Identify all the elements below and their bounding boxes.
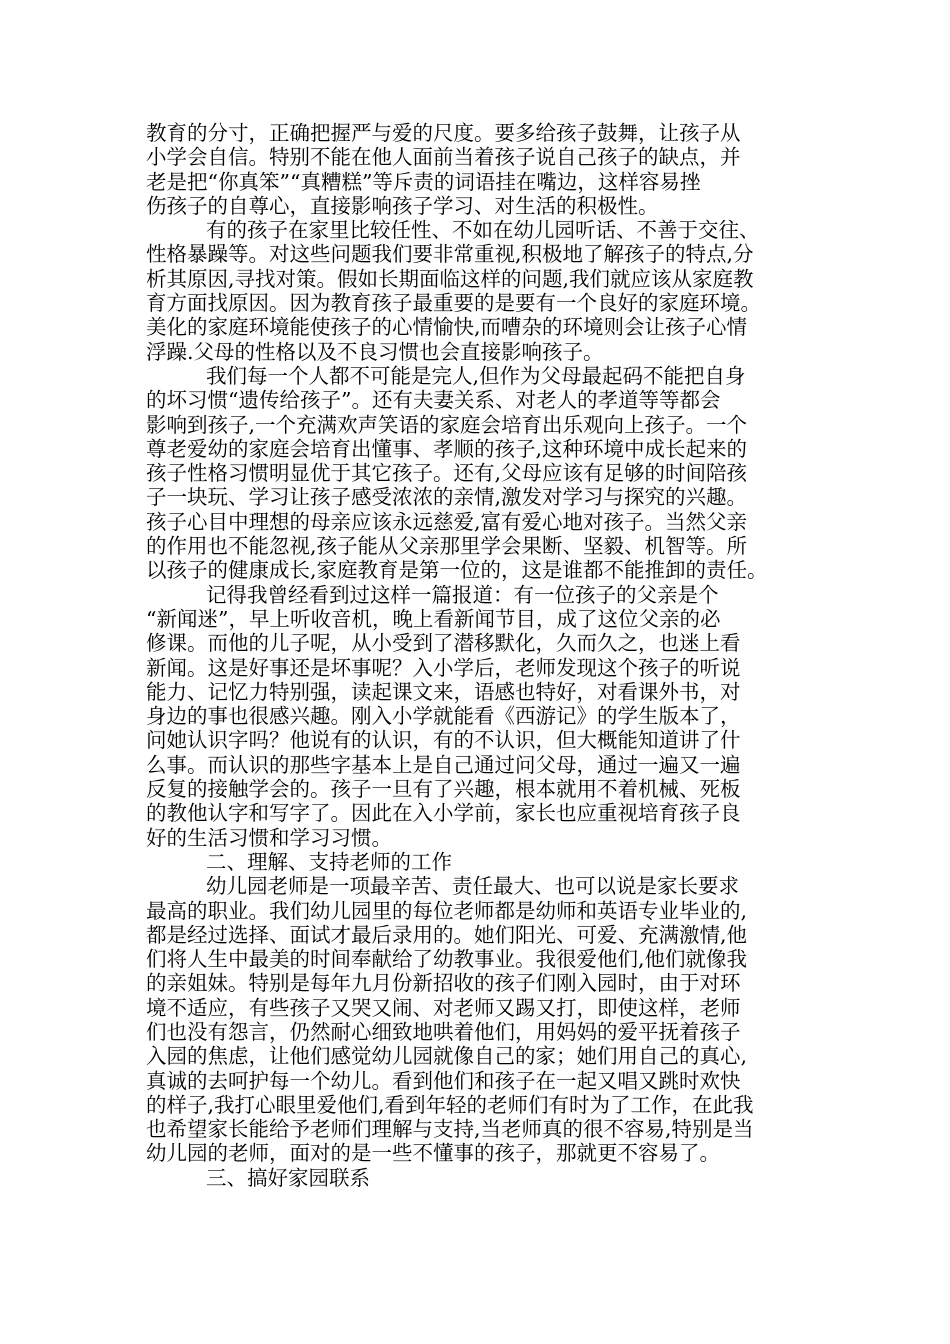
text-line: 修课。而他的儿子呢，从小受到了潜移默化，久而久之，也迷上看 (146, 631, 741, 656)
text-line: 好的生活习惯和学习习惯。 (146, 825, 392, 850)
paragraph-start-line: 记得我曾经看到过这样一篇报道：有一位孩子的父亲是个 (206, 582, 719, 607)
text-line: 孩子性格习惯明显优于其它孩子。还有,父母应该有足够的时间陪孩 (146, 461, 748, 486)
text-line: 境不适应，有些孩子又哭又闹、对老师又踢又打，即使这样，老师 (146, 995, 741, 1020)
paragraph-start-line: 幼儿园老师是一项最辛苦、责任最大、也可以说是家长要求 (206, 874, 739, 899)
text-line: 老是把“你真笨”“真糟糕”等斥责的词语挂在嘴边，这样容易挫 (146, 169, 701, 194)
text-line: 问她认识字吗？他说有的认识，有的不认识，但大概能知道讲了什 (146, 728, 741, 753)
text-line: 入园的焦虑，让他们感觉幼儿园就像自己的家；她们用自己的真心, (146, 1044, 748, 1069)
section-heading: 三、搞好家园联系 (206, 1165, 370, 1190)
text-line: 真诚的去呵护每一个幼儿。看到他们和孩子在一起又唱又跳时欢快 (146, 1068, 741, 1093)
text-line: 教育的分寸，正确把握严与爱的尺度。要多给孩子鼓舞，让孩子从 (146, 121, 741, 145)
text-line: 也希望家长能给予老师们理解与支持,当老师真的很不容易,特别是当 (146, 1117, 754, 1142)
text-line: 的亲姐妹。特别是每年九月份新招收的孩子们刚入园时，由于对环 (146, 971, 741, 996)
text-line: 的样子,我打心眼里爱他们,看到年轻的老师们有时为了工作，在此我 (146, 1092, 754, 1117)
text-line: 们将人生中最美的时间奉献给了幼教事业。我很爱他们,他们就像我 (146, 947, 748, 972)
text-line: 幼儿园的老师，面对的是一些不懂事的孩子，那就更不容易了。 (146, 1141, 720, 1166)
text-line: 小学会自信。特别不能在他人面前当着孩子说自己孩子的缺点，并 (146, 145, 741, 170)
text-line: 影响到孩子,一个充满欢声笑语的家庭会培育出乐观向上孩子。一个 (146, 412, 748, 437)
text-line: 孩子心目中理想的母亲应该永远慈爱,富有爱心地对孩子。当然父亲 (146, 509, 748, 534)
text-line: 伤孩子的自尊心，直接影响孩子学习、对生活的积极性。 (146, 193, 659, 218)
text-line: 的坏习惯“遗传给孩子”。还有夫妻关系、对老人的孝道等等都会 (146, 388, 721, 413)
text-line: 尊老爱幼的家庭会培育出懂事、孝顺的孩子,这种环境中成长起来的 (146, 436, 748, 461)
text-line: 身边的事也很感兴趣。刚入小学就能看《西游记》的学生版本了， (146, 704, 741, 729)
paragraph-start-line: 有的孩子在家里比较任性、不如在幼儿园听话、不善于交往、 (206, 218, 760, 243)
text-line: 新闻。这是好事还是坏事呢？入小学后，老师发现这个孩子的听说 (146, 655, 741, 680)
text-line: 么事。而认识的那些字基本上是自己通过问父母，通过一遍又一遍 (146, 752, 741, 777)
document-body (146, 121, 806, 1190)
text-line: 的教他认字和写字了。因此在入小学前，家长也应重视培育孩子良 (146, 801, 741, 826)
text-line: 都是经过选择、面试才最后录用的。她们阳光、可爱、充满激情,他 (146, 922, 748, 947)
text-line: 美化的家庭环境能使孩子的心情愉快,而嘈杂的环境则会让孩子心情 (146, 315, 748, 340)
section-heading: 二、理解、支持老师的工作 (206, 849, 452, 874)
text-line: 子一块玩、学习让孩子感受浓浓的亲情,激发对学习与探究的兴趣。 (146, 485, 748, 510)
paragraph-start-line: 我们每一个人都不可能是完人,但作为父母最起码不能把自身 (206, 363, 746, 388)
text-line: 的作用也不能忽视,孩子能从父亲那里学会果断、坚毅、机智等。所 (146, 534, 748, 559)
text-line: 析其原因,寻找对策。假如长期面临这样的问题,我们就应该从家庭教 (146, 266, 754, 291)
text-line: 最高的职业。我们幼儿园里的每位老师都是幼师和英语专业毕业的, (146, 898, 748, 923)
text-line: 育方面找原因。因为教育孩子最重要的是要有一个良好的家庭环境。 (146, 291, 761, 316)
text-line: 浮躁.父母的性格以及不良习惯也会直接影响孩子。 (146, 339, 604, 364)
text-line: 以孩子的健康成长,家庭教育是第一位的，这是谁都不能推卸的责任。 (146, 558, 768, 583)
text-line: “新闻迷”，早上听收音机，晚上看新闻节目，成了这位父亲的必 (146, 606, 721, 631)
text-line: 性格暴躁等。对这些问题我们要非常重视,积极地了解孩子的特点,分 (146, 242, 754, 267)
text-line: 能力、记忆力特别强，读起课文来，语感也特好，对看课外书，对 (146, 679, 741, 704)
text-line: 反复的接触学会的。孩子一旦有了兴趣，根本就用不着机械、死板 (146, 777, 741, 802)
text-line: 们也没有怨言，仍然耐心细致地哄着他们，用妈妈的爱平抚着孩子 (146, 1019, 741, 1044)
